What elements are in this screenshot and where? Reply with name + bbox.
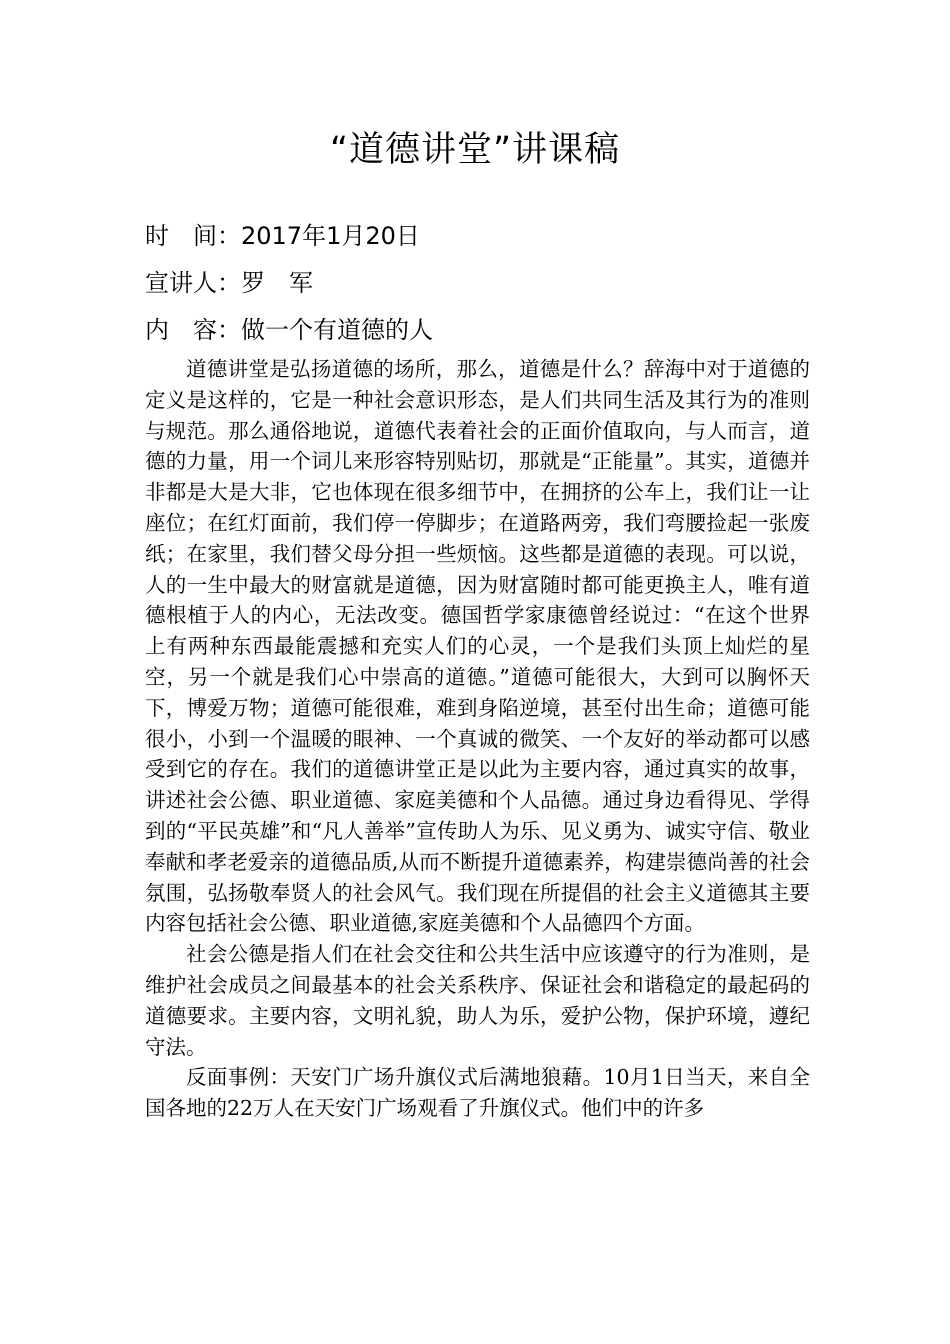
meta-content-value: 做一个有道德的人 — [241, 316, 433, 344]
meta-time-value: 2017年1月20日 — [241, 222, 420, 250]
meta-speaker-label: 宣讲人： — [145, 269, 241, 297]
meta-content-row — [145, 312, 825, 348]
body-paragraph: 社会公德是指人们在社会交往和公共生活中应该遵守的行为准则，是维护社会成员之间最基本的社会关系秩序、保证社会和谐稳定的最起码的道德要求。主要内容，文明礼貌，助人为乐，爱护公物，保护环境，遵纪守法。 — [145, 942, 810, 1059]
document-title: “道德讲堂”讲课稿 — [329, 130, 621, 170]
body-paragraph: 反面事例：天安门广场升旗仪式后满地狼藉。10月1日当天，来自全国各地的22万人在天安门广场观看了升旗仪式。他们中的许多 — [145, 1065, 810, 1121]
meta-speaker-value: 罗 军 — [241, 269, 313, 297]
meta-speaker-row — [145, 265, 825, 301]
meta-time-label: 时 间： — [145, 222, 241, 250]
document-body — [145, 354, 810, 1124]
meta-content-label: 内 容： — [145, 316, 241, 344]
meta-time-row — [145, 218, 825, 254]
body-paragraph: 道德讲堂是弘扬道德的场所，那么，道德是什么？辞海中对于道德的定义是这样的，它是一种社会意识形态，是人们共同生活及其行为的准则与规范。那么通俗地说，道德代表着社会的正面价值取向，与人而言，道德的力量，用一个词儿来形容特别贴切，那就是“正能量”。其实，道德并非都是大是大非，它也体现在很多细节中，在拥挤的公车上，我们让一让座位；在红灯面前，我们停一停脚步；在道路两旁，我们弯腰捡起一张废纸；在家里，我们替父母分担一些烦恼。这些都是道德的表现。可以说，人的一生中最大的财富就是道德，因为财富随时都可能更换主人，唯有道德根植于人的内心，无法改变。德国哲学家康德曾经说过：“在这个世界上有两种东西最能震撼和充实人们的心灵，一个是我们头顶上灿烂的星空，另一个就是我们心中崇高的道德。”道德可能很大，大到可以胸怀天下，博爱万物；道德可能很难，难到身陷逆境，甚至付出生命；道德可能很小，小到一个温暖的眼神、一个真诚的微笑、一个友好的举动都可以感受到它的存在。我们的道德讲堂正是以此为主要内容，通过真实的故事，讲述社会公德、职业道德、家庭美德和个人品德。通过身边看得见、学得到的“平民英雄”和“凡人善举”宣传助人为乐、见义勇为、诚实守信、敬业奉献和孝老爱亲的道德品质,从而不断提升道德素养，构建崇德尚善的社会氛围，弘扬敬奉贤人的社会风气。我们现在所提倡的社会主义道德其主要内容包括社会公德、职业道德,家庭美德和个人品德四个方面。 — [145, 357, 810, 936]
